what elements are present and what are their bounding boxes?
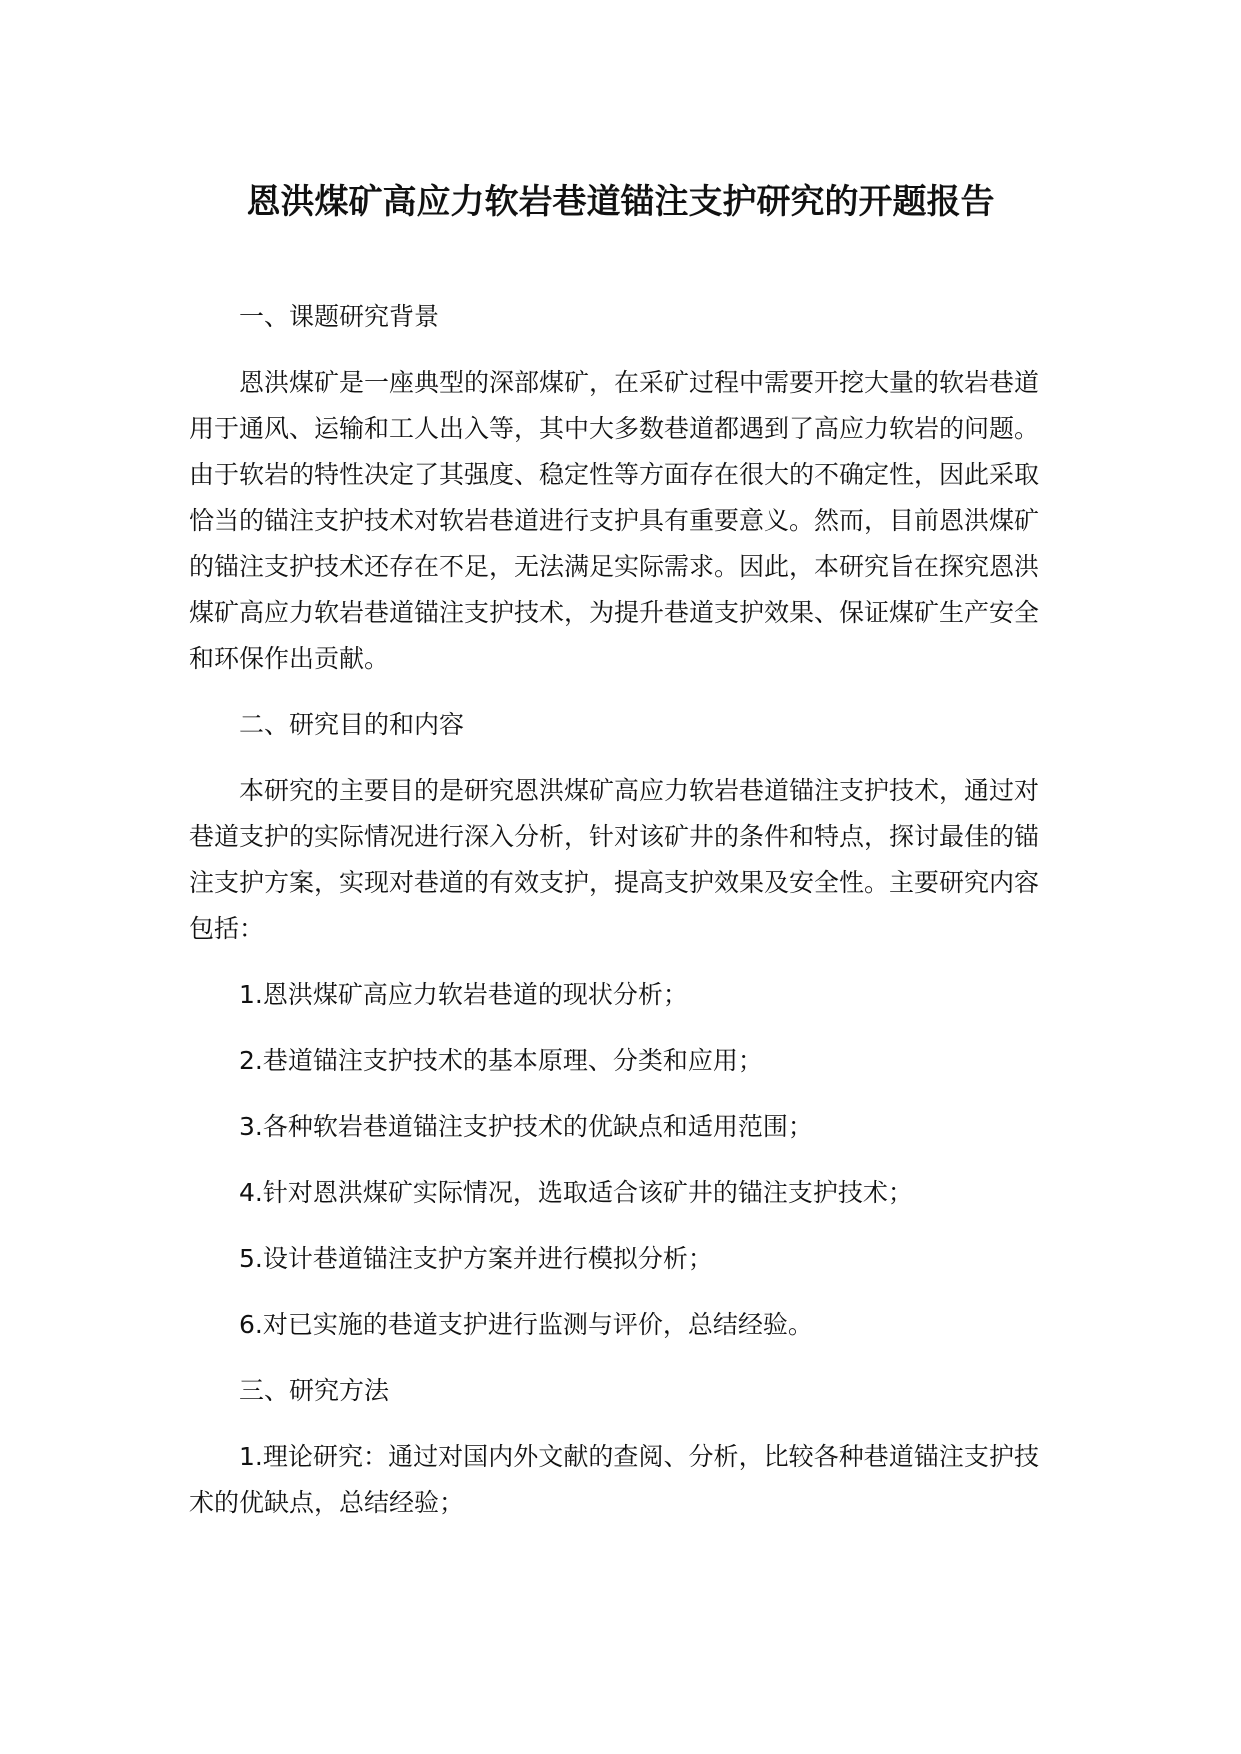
research-content-item-2: 2.巷道锚注支护技术的基本原理、分类和应用； bbox=[239, 1046, 763, 1075]
document-title: 恩洪煤矿高应力软岩巷道锚注支护研究的开题报告 bbox=[246, 182, 995, 222]
methods-paragraph: 1.理论研究：通过对国内外文献的查阅、分析，比较各种巷道锚注支护技术的优缺点，总结经验； bbox=[189, 1442, 1039, 1517]
research-content-item-1: 1.恩洪煤矿高应力软岩巷道的现状分析； bbox=[239, 980, 688, 1009]
research-content-item-3: 3.各种软岩巷道锚注支护技术的优缺点和适用范围； bbox=[239, 1112, 813, 1141]
background-paragraph: 恩洪煤矿是一座典型的深部煤矿，在采矿过程中需要开挖大量的软岩巷道用于通风、运输和工人出入等，其中大多数巷道都遇到了高应力软岩的问题。由于软岩的特性决定了其强度、稳定性等方面存在很大的不确定性，因此采取恰当的锚注支护技术对软岩巷道进行支护具有重要意义。然而，目前恩洪煤矿的锚注支护技术还存在不足，无法满足实际需求。因此，本研究旨在探究恩洪煤矿高应力软岩巷道锚注支护技术，为提升巷道支护效果、保证煤矿生产安全和环保作出贡献。 bbox=[189, 368, 1040, 673]
research-content-item-4: 4.针对恩洪煤矿实际情况，选取适合该矿井的锚注支护技术； bbox=[239, 1178, 913, 1207]
purpose-paragraph: 本研究的主要目的是研究恩洪煤矿高应力软岩巷道锚注支护技术，通过对巷道支护的实际情况进行深入分析，针对该矿井的条件和特点，探讨最佳的锚注支护方案，实现对巷道的有效支护，提高支护效果及安全性。主要研究内容包括： bbox=[189, 776, 1040, 943]
section-heading-background: 一、课题研究背景 bbox=[239, 302, 440, 331]
section-heading-purpose-content: 二、研究目的和内容 bbox=[239, 710, 465, 739]
section-heading-methods: 三、研究方法 bbox=[239, 1376, 390, 1405]
document-body bbox=[189, 294, 1039, 1526]
research-content-item-6: 6.对已实施的巷道支护进行监测与评价，总结经验。 bbox=[239, 1310, 813, 1339]
research-content-item-5: 5.设计巷道锚注支护方案并进行模拟分析； bbox=[239, 1244, 713, 1273]
